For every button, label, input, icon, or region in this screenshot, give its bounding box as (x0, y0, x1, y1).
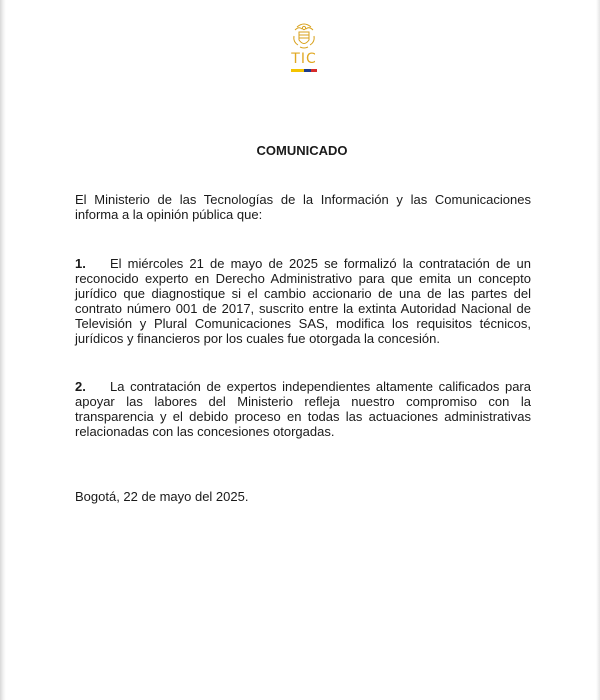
point-2 (75, 379, 531, 439)
closing-date: Bogotá, 22 de mayo del 2025. (75, 489, 249, 504)
point-text: La contratación de expertos independientes altamente calificados para apoyar las labores del Ministerio refleja nuestro compromiso con la transparencia y el debido proceso en todas las actuaciones administrativas relacionadas con las concesiones otorgadas. (75, 379, 531, 439)
flag-red (311, 69, 318, 72)
page-left-shadow (0, 0, 6, 700)
page-right-shadow (596, 0, 600, 700)
point-number: 1. (75, 256, 86, 271)
ministry-logo (284, 22, 324, 84)
document-title: COMUNICADO (256, 143, 348, 158)
point-text: El miércoles 21 de mayo de 2025 se formalizó la contratación de un reconocido experto en Derecho Administrativo para que emita un concepto jurídico que diagnostique si el cambio accionario de una de las partes del contrato número 001 de 2017, suscrito entre la extinta Autoridad Nacional de Televisión y Plural Comunicaciones SAS, modifica los requisitos técnicos, jurídicos y financieros por los cuales fue otorgada la concesión. (75, 256, 531, 346)
logo-text: TIC (291, 51, 317, 67)
flag-yellow (291, 69, 304, 72)
point-1 (75, 256, 531, 346)
flag-stripe (291, 69, 317, 72)
point-number: 2. (75, 379, 86, 394)
intro-paragraph: El Ministerio de las Tecnologías de la Información y las Comunicaciones informa a la opinión pública que: (75, 192, 531, 222)
colombia-coat-of-arms-icon (291, 22, 317, 50)
